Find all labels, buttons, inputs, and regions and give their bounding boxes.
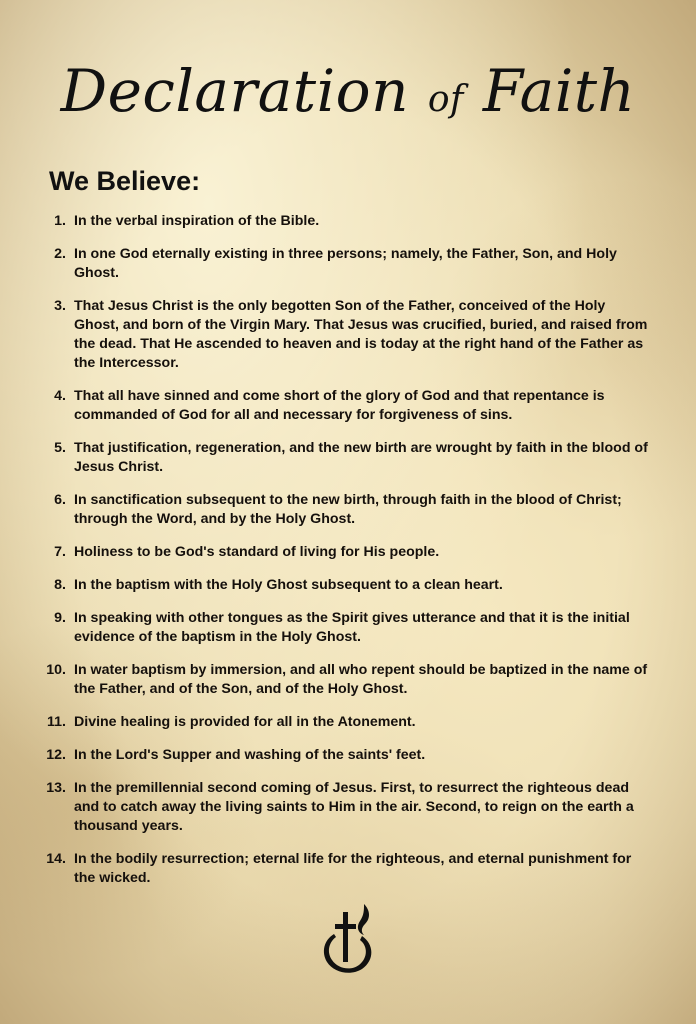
belief-item — [36, 850, 654, 888]
belief-text: In the verbal inspiration of the Bible. — [74, 213, 320, 229]
belief-text: In the Lord's Supper and washing of the saints' feet. — [74, 747, 426, 763]
belief-number: 3. — [54, 298, 66, 314]
belief-item — [36, 609, 654, 647]
belief-text: That Jesus Christ is the only begotten Son of the Father, conceived of the Holy Ghost, and born of the Virgin Mary. That Jesus was crucified, buried, and raised from the dead. That He ascended to heaven and is today at the right hand of the Father as the Intercessor. — [74, 298, 648, 371]
belief-number: 1. — [54, 213, 66, 229]
belief-text: Holiness to be God's standard of living for His people. — [74, 544, 440, 560]
belief-text: That all have sinned and come short of the glory of God and that repentance is commanded of God for all and necessary for forgiveness of sins. — [74, 388, 605, 423]
belief-text: In speaking with other tongues as the Spirit gives utterance and that it is the initial evidence of the baptism in the Holy Ghost. — [74, 610, 630, 645]
belief-number: 4. — [54, 388, 66, 404]
belief-number: 12. — [46, 747, 66, 763]
belief-item — [36, 387, 654, 425]
belief-number: 5. — [54, 440, 66, 456]
belief-number: 7. — [54, 544, 66, 560]
cross-flame-logo-icon — [318, 900, 380, 976]
belief-text: In sanctification subsequent to the new birth, through faith in the blood of Christ; through the Word, and by the Holy Ghost. — [74, 492, 622, 527]
belief-number: 6. — [54, 492, 66, 508]
belief-item — [36, 713, 654, 732]
belief-number: 8. — [54, 577, 66, 593]
belief-item — [36, 439, 654, 477]
belief-text: In water baptism by immersion, and all who repent should be baptized in the name of the Father, and of the Son, and of the Holy Ghost. — [74, 662, 648, 697]
belief-number: 11. — [47, 714, 66, 730]
page-title — [0, 57, 696, 125]
belief-text: In one God eternally existing in three persons; namely, the Father, Son, and Holy Ghost. — [74, 246, 617, 281]
belief-number: 9. — [54, 610, 66, 626]
belief-item — [36, 661, 654, 699]
belief-text: Divine healing is provided for all in the Atonement. — [74, 714, 416, 730]
belief-text: In the baptism with the Holy Ghost subsequent to a clean heart. — [74, 577, 503, 593]
title-word-faith: Faith — [482, 57, 636, 125]
belief-item — [36, 576, 654, 595]
belief-item — [36, 491, 654, 529]
title-word-of: of — [427, 79, 464, 120]
belief-item — [36, 212, 654, 231]
belief-text: In the bodily resurrection; eternal life for the righteous, and eternal punishment for the wicked. — [74, 851, 632, 886]
belief-number: 13. — [46, 780, 66, 796]
belief-number: 10. — [46, 662, 66, 678]
belief-item — [36, 779, 654, 836]
belief-item — [36, 297, 654, 373]
belief-item — [36, 746, 654, 765]
belief-text: In the premillennial second coming of Jesus. First, to resurrect the righteous dead and to catch away the living saints to Him in the air. Second, to reign on the earth a thousand years. — [74, 780, 634, 834]
beliefs-list — [36, 212, 654, 902]
title-word-declaration: Declaration — [60, 57, 409, 125]
belief-number: 2. — [54, 246, 66, 262]
belief-item — [36, 543, 654, 562]
belief-item — [36, 245, 654, 283]
section-heading: We Believe: — [49, 166, 201, 196]
belief-number: 14. — [46, 851, 66, 867]
belief-text: That justification, regeneration, and the new birth are wrought by faith in the blood of Jesus Christ. — [74, 440, 648, 475]
